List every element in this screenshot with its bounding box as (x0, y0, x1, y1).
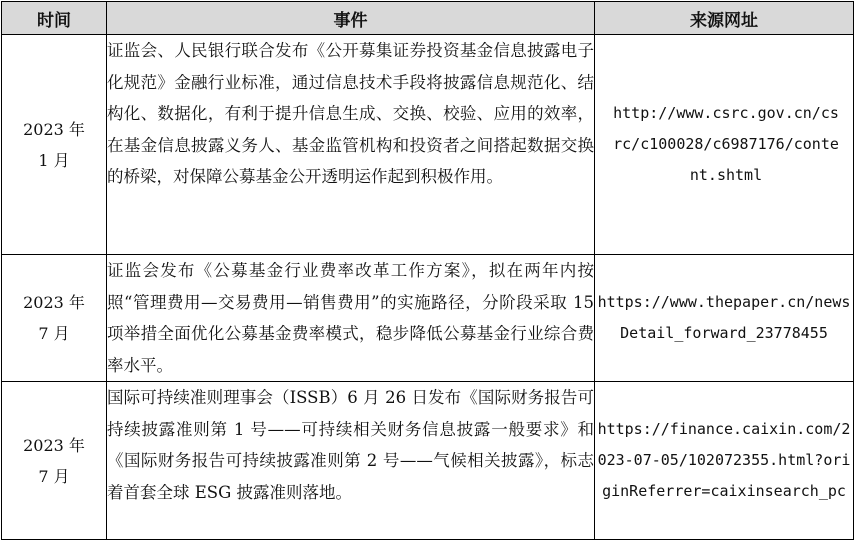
header-event: 事件 (107, 2, 595, 35)
table-header-row (2, 2, 854, 35)
source-url[interactable]: https://finance.caixin.com/2023-07-05/102072355.html?originReferrer=caixinsearch_pc (595, 382, 854, 540)
table-row (2, 382, 854, 540)
header-time: 时间 (2, 2, 107, 35)
time-cell (2, 35, 107, 255)
time-cell (2, 255, 107, 382)
time-year: 2023 年 (23, 293, 85, 312)
time-month: 7 月 (38, 324, 70, 343)
table-row (2, 255, 854, 382)
time-month: 7 月 (38, 466, 70, 486)
time-year: 2023 年 (23, 435, 85, 455)
time-cell (2, 382, 107, 540)
events-table (1, 1, 854, 540)
event-cell: 证监会发布《公募基金行业费率改革工作方案》，拟在两年内按照“管理费用—交易费用—销售费用”的实施路径，分阶段采取 15 项举措全面优化公募基金费率模式，稳步降低公募基金行业综合费率水平。 (107, 255, 595, 382)
table-row (2, 35, 854, 255)
source-url[interactable]: https://www.thepaper.cn/newsDetail_forward_23778455 (595, 255, 854, 382)
header-source: 来源网址 (595, 2, 854, 35)
event-cell: 国际可持续准则理事会（ISSB）6 月 26 日发布《国际财务报告可持续披露准则第 1 号——可持续相关财务信息披露一般要求》和《国际财务报告可持续披露准则第 2 号——气候相关披露》，标志着首套全球 ESG 披露准则落地。 (107, 382, 595, 540)
time-month: 1 月 (38, 150, 70, 170)
time-year: 2023 年 (23, 119, 85, 139)
source-url[interactable]: http://www.csrc.gov.cn/csrc/c100028/c6987176/content.shtml (595, 35, 854, 255)
event-cell: 证监会、人民银行联合发布《公开募集证券投资基金信息披露电子化规范》金融行业标准，通过信息技术手段将披露信息规范化、结构化、数据化，有利于提升信息生成、交换、校验、应用的效率，在基金信息披露义务人、基金监管机构和投资者之间搭起数据交换的桥梁，对保障公募基金公开透明运作起到积极作用。 (107, 35, 595, 255)
